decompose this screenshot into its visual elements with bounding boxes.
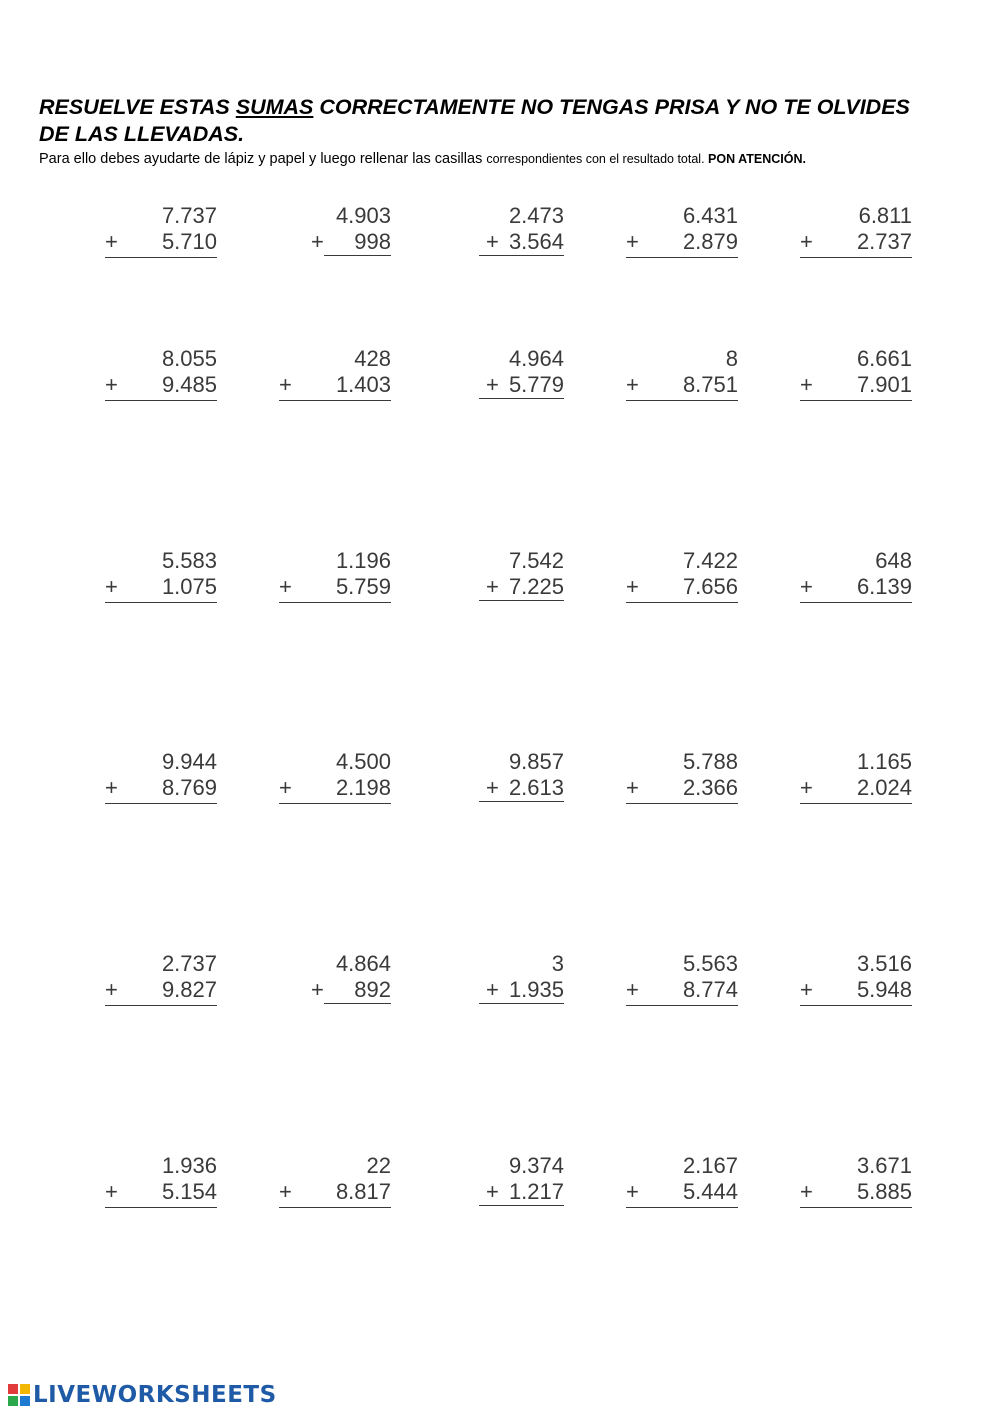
addition-problem [626,749,738,809]
second-line [626,372,738,401]
second-line [800,1179,912,1208]
addition-problem [800,951,912,1011]
second-line [279,372,391,401]
addition-problem [105,346,217,406]
second-line [299,229,391,257]
second-line [105,977,217,1006]
first-addend: 648 [875,548,912,573]
plus-sign: + [486,977,499,1002]
plus-sign: + [800,977,813,1002]
addition-problem [452,346,564,406]
first-addend: 3 [551,951,564,976]
second-addend: 5.444 [682,1179,738,1204]
addition-problem [279,951,391,1011]
plus-sign: + [486,775,499,800]
title-part-1: RESUELVE ESTAS [39,95,236,119]
addition-problem [626,203,738,263]
addition-problem [626,548,738,608]
plus-sign: + [105,229,118,254]
addition-problem [800,203,912,263]
first-addend: 7.542 [508,548,564,573]
plus-sign: + [626,775,639,800]
first-addend: 7.422 [682,548,738,573]
addition-problem [452,548,564,608]
second-addend: 1.935 [479,977,564,1004]
addition-problem [279,548,391,608]
addition-problem [452,203,564,263]
second-addend: 2.737 [856,229,912,254]
addition-problem [279,749,391,809]
instructions-part-2: correspondientes con el resultado total. [486,152,709,166]
first-addend: 9.857 [508,749,564,774]
first-addend: 22 [366,1153,391,1178]
second-addend: 9.485 [161,372,217,397]
plus-sign: + [105,775,118,800]
second-addend: 7.225 [479,574,564,601]
second-addend: 5.779 [479,372,564,399]
second-line [105,1179,217,1208]
second-addend: 6.139 [856,574,912,599]
second-line [279,1179,391,1208]
second-line [472,372,564,400]
plus-sign: + [626,1179,639,1204]
plus-sign: + [105,372,118,397]
addition-problem [105,548,217,608]
first-addend: 6.811 [858,203,912,228]
second-addend: 5.710 [161,229,217,254]
instructions-part-1: Para ello debes ayudarte de lápiz y papel y luego rellenar las casillas [39,151,487,167]
plus-sign: + [279,775,292,800]
logo-square [20,1384,30,1394]
second-line [279,775,391,804]
title-part-2: CORRECTAMENTE NO TENGAS PRISA Y NO TE OLVIDES DE LAS LLEVADAS. [39,95,910,146]
addition-problem [452,749,564,809]
second-addend: 9.827 [161,977,217,1002]
second-line [800,977,912,1006]
second-addend: 2.366 [682,775,738,800]
addition-problem [279,203,391,263]
plus-sign: + [800,775,813,800]
second-line [279,574,391,603]
second-addend: 3.564 [479,229,564,256]
second-line [472,1179,564,1207]
addition-problem [626,346,738,406]
first-addend: 5.583 [161,548,217,573]
first-addend: 3.671 [856,1153,912,1178]
plus-sign: + [626,977,639,1002]
second-line [626,229,738,258]
plus-sign: + [800,1179,813,1204]
worksheet-title [39,94,939,148]
first-addend: 6.661 [856,346,912,371]
first-addend: 2.167 [682,1153,738,1178]
instructions-emphasis: PON ATENCIÓN. [708,152,806,166]
plus-sign: + [311,229,324,254]
second-addend: 7.656 [682,574,738,599]
plus-sign: + [105,977,118,1002]
plus-sign: + [486,229,499,254]
second-addend: 8.769 [161,775,217,800]
first-addend: 7.737 [161,203,217,228]
second-line [800,229,912,258]
second-line [626,574,738,603]
plus-sign: + [486,1179,499,1204]
second-line [105,775,217,804]
addition-problem [452,951,564,1011]
plus-sign: + [486,574,499,599]
title-underlined-word: SUMAS [235,95,314,119]
second-addend: 998 [324,229,391,256]
second-line [626,775,738,804]
first-addend: 2.473 [508,203,564,228]
plus-sign: + [279,574,292,599]
first-addend: 4.500 [335,749,391,774]
second-line [626,977,738,1006]
second-line [299,977,391,1005]
second-line [105,372,217,401]
second-addend: 5.885 [856,1179,912,1204]
second-addend: 2.613 [479,775,564,802]
first-addend: 1.165 [856,749,912,774]
plus-sign: + [105,574,118,599]
second-line [105,229,217,258]
second-addend: 2.879 [682,229,738,254]
addition-problem [105,203,217,263]
addition-problem [105,951,217,1011]
second-addend: 8.774 [682,977,738,1002]
second-addend: 1.217 [479,1179,564,1206]
second-line [800,372,912,401]
second-addend: 2.024 [856,775,912,800]
second-addend: 5.154 [161,1179,217,1204]
second-line [472,775,564,803]
addition-problem [800,346,912,406]
plus-sign: + [279,1179,292,1204]
addition-problem [800,749,912,809]
addition-problem [279,1153,391,1213]
plus-sign: + [800,372,813,397]
second-addend: 1.075 [161,574,217,599]
addition-problem [626,951,738,1011]
first-addend: 1.196 [335,548,391,573]
plus-sign: + [626,372,639,397]
second-addend: 1.403 [335,372,391,397]
logo-square [8,1384,18,1394]
second-addend: 8.817 [335,1179,391,1204]
first-addend: 1.936 [161,1153,217,1178]
first-addend: 9.944 [161,749,217,774]
plus-sign: + [279,372,292,397]
instructions [39,150,919,168]
addition-problem [452,1153,564,1213]
first-addend: 4.903 [335,203,391,228]
logo-squares-icon [8,1384,30,1406]
second-line [472,574,564,602]
logo-text: LIVEWORKSHEETS [33,1382,277,1408]
first-addend: 5.563 [682,951,738,976]
first-addend: 9.374 [508,1153,564,1178]
second-addend: 8.751 [682,372,738,397]
first-addend: 428 [354,346,391,371]
plus-sign: + [626,229,639,254]
liveworksheets-logo[interactable] [8,1381,277,1409]
second-line [105,574,217,603]
addition-problem [279,346,391,406]
plus-sign: + [311,977,324,1002]
first-addend: 4.864 [335,951,391,976]
second-addend: 2.198 [335,775,391,800]
first-addend: 2.737 [161,951,217,976]
addition-problem [105,749,217,809]
logo-square [8,1396,18,1406]
plus-sign: + [626,574,639,599]
first-addend: 6.431 [682,203,738,228]
second-line [800,574,912,603]
first-addend: 4.964 [508,346,564,371]
plus-sign: + [800,229,813,254]
first-addend: 8 [725,346,738,371]
first-addend: 8.055 [161,346,217,371]
addition-problem [800,548,912,608]
first-addend: 3.516 [856,951,912,976]
second-line [626,1179,738,1208]
addition-problem [800,1153,912,1213]
second-line [800,775,912,804]
second-line [472,977,564,1005]
second-addend: 892 [324,977,391,1004]
second-addend: 5.759 [335,574,391,599]
second-line [472,229,564,257]
second-addend: 7.901 [856,372,912,397]
addition-problem [626,1153,738,1213]
plus-sign: + [486,372,499,397]
logo-square [20,1396,30,1406]
plus-sign: + [105,1179,118,1204]
addition-problem [105,1153,217,1213]
plus-sign: + [800,574,813,599]
second-addend: 5.948 [856,977,912,1002]
first-addend: 5.788 [682,749,738,774]
